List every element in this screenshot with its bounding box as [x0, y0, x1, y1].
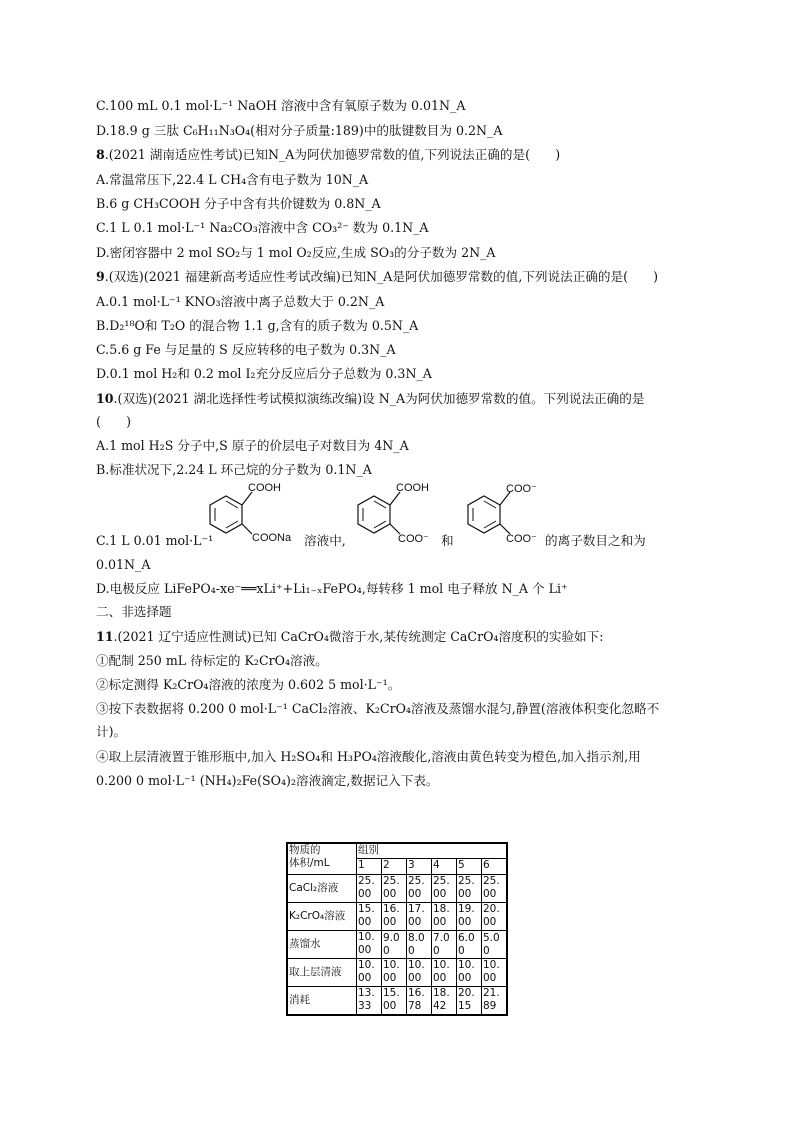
group-number: 5: [457, 859, 482, 875]
question-9-number: 9: [96, 269, 105, 284]
question-8: [96, 147, 560, 163]
step-1: ①配制 250 mL 待标定的 K₂CrO₄溶液。: [96, 653, 328, 668]
structural-formula-3: [462, 480, 546, 550]
table-cell: 16.00: [382, 903, 407, 931]
option-9a: A.0.1 mol·L⁻¹ KNO₃溶液中离子总数大于 0.2N_A: [96, 294, 385, 309]
table-cell: 21.89: [482, 987, 508, 1015]
option-7d: D.18.9 g 三肽 C₆H₁₁N₃O₄(相对分子质量:189)中的肽键数目为 0.2N_A: [96, 123, 503, 138]
table-cell: 17.00: [407, 903, 432, 931]
table-cell: 10.00: [357, 931, 382, 959]
row-label: K₂CrO₄溶液: [287, 903, 357, 931]
option-10c-suffix: 的离子数目之和为: [545, 533, 646, 548]
formula-2-bottom-group: COO⁻: [398, 533, 429, 545]
structural-formula-1: [204, 480, 304, 550]
table-corner-header: [287, 843, 357, 875]
formula-3-top-group: COO⁻: [506, 483, 537, 495]
group-number: 4: [432, 859, 457, 875]
table-row: [287, 959, 507, 987]
question-9: [96, 269, 658, 285]
formula-1-bottom-group: COONa: [252, 532, 292, 544]
table-cell: 25.00: [482, 875, 508, 903]
row-label: 蒸馏水: [287, 931, 357, 959]
step-3-continuation: 计)。: [96, 724, 127, 739]
option-9b: B.D₂¹⁸O和 T₂O 的混合物 1.1 g,含有的质子数为 0.5N_A: [96, 318, 419, 333]
table-cell: 10.00: [407, 959, 432, 987]
option-10c-mid2: 和: [441, 533, 454, 548]
group-number: 6: [482, 859, 508, 875]
question-10-text: .(双选)(2021 湖北选择性考试模拟演练改编)设 N_A为阿伏加德罗常数的值。下列说法正确的是: [113, 391, 645, 406]
question-11-number: 11: [96, 629, 114, 644]
table-cell: 10.00: [482, 959, 508, 987]
question-10-answer-paren: ( ): [96, 414, 132, 429]
option-9d: D.0.1 mol H₂和 0.2 mol I₂充分反应后分子总数为 0.3N_A: [96, 366, 432, 381]
table-corner-line-1: 物质的: [289, 844, 321, 856]
question-10-number: 10: [96, 391, 114, 406]
table-cell: 8.00: [407, 931, 432, 959]
table-cell: 25.00: [407, 875, 432, 903]
step-2: ②标定测得 K₂CrO₄溶液的浓度为 0.602 5 mol·L⁻¹。: [96, 677, 401, 692]
table-cell: 7.00: [432, 931, 457, 959]
row-label: 消耗: [287, 987, 357, 1015]
formula-1-top-group: COOH: [248, 482, 281, 494]
question-11: [96, 629, 603, 645]
table-cell: 10.00: [432, 959, 457, 987]
table-cell: 10.00: [457, 959, 482, 987]
table-cell: 18.42: [432, 987, 457, 1015]
table-cell: 9.00: [382, 931, 407, 959]
structural-formula-2: [352, 480, 442, 550]
option-8b: B.6 g CH₃COOH 分子中含有共价键数为 0.8N_A: [96, 196, 381, 211]
table-cell: 16.78: [407, 987, 432, 1015]
table-cell: 25.00: [457, 875, 482, 903]
table-cell: 6.00: [457, 931, 482, 959]
option-8d: D.密闭容器中 2 mol SO₂与 1 mol O₂反应,生成 SO₃的分子数为 2N_A: [96, 245, 496, 260]
option-10c-continuation: 0.01N_A: [96, 557, 151, 572]
table-cell: 19.00: [457, 903, 482, 931]
formula-3-bottom-group: COO⁻: [506, 533, 537, 545]
table-cell: 5.00: [482, 931, 508, 959]
table-cell: 15.00: [382, 987, 407, 1015]
question-8-text: .(2021 湖南适应性考试)已知N_A为阿伏加德罗常数的值,下列说法正确的是( ): [104, 147, 561, 162]
group-number: 3: [407, 859, 432, 875]
option-8a: A.常温常压下,22.4 L CH₄含有电子数为 10N_A: [96, 172, 369, 187]
group-number: 1: [357, 859, 382, 875]
data-table: [286, 842, 508, 1016]
step-4-continuation: 0.200 0 mol·L⁻¹ (NH₄)₂Fe(SO₄)₂溶液滴定,数据记入下表。: [96, 773, 439, 788]
question-11-text: .(2021 辽宁适应性测试)已知 CaCrO₄微溶于水,某传统测定 CaCrO₄溶度积的实验如下:: [113, 629, 604, 644]
table-header-row: [287, 843, 507, 859]
table-row: [287, 903, 507, 931]
table-cell: 10.00: [382, 959, 407, 987]
table-cell: 25.00: [357, 875, 382, 903]
table-cell: 13.33: [357, 987, 382, 1015]
table-group-label: 组别: [357, 843, 508, 859]
step-4: ④取上层清液置于锥形瓶中,加入 H₂SO₄和 H₃PO₄溶液酸化,溶液由黄色转变为橙色,加入指示剂,用: [96, 749, 641, 764]
row-label: 取上层清液: [287, 959, 357, 987]
table-row: [287, 931, 507, 959]
table-row: [287, 875, 507, 903]
table-cell: 20.00: [482, 903, 508, 931]
formula-2-top-group: COOH: [396, 482, 429, 494]
option-10b: B.标准状况下,2.24 L 环己烷的分子数为 0.1N_A: [96, 462, 372, 477]
section-heading: 二、非选择题: [96, 604, 172, 619]
question-9-text: .(双选)(2021 福建新高考适应性考试改编)已知N_A是阿伏加德罗常数的值,下列说法正确的是( ): [104, 269, 659, 284]
table-cell: 15.00: [357, 903, 382, 931]
table-row: [287, 987, 507, 1015]
option-7c: C.100 mL 0.1 mol·L⁻¹ NaOH 溶液中含有氧原子数为 0.01N_A: [96, 98, 466, 113]
table-cell: 25.00: [432, 875, 457, 903]
option-10d: D.电极反应 LiFePO₄-xe⁻══xLi⁺+Li₁₋ₓFePO₄,每转移 1 mol 电子释放 N_A 个 Li⁺: [96, 581, 568, 596]
row-label: CaCl₂溶液: [287, 875, 357, 903]
table-corner-line-2: 体积/mL: [289, 857, 330, 869]
option-10c-mid1: 溶液中,: [304, 533, 346, 548]
group-number: 2: [382, 859, 407, 875]
question-10: [96, 391, 644, 407]
option-10c-prefix: C.1 L 0.01 mol·L⁻¹: [96, 533, 214, 548]
table-cell: 18.00: [432, 903, 457, 931]
table-cell: 20.15: [457, 987, 482, 1015]
option-8c: C.1 L 0.1 mol·L⁻¹ Na₂CO₃溶液中含 CO₃²⁻ 数为 0.1N_A: [96, 220, 429, 235]
option-9c: C.5.6 g Fe 与足量的 S 反应转移的电子数为 0.3N_A: [96, 342, 396, 357]
table-cell: 25.00: [382, 875, 407, 903]
step-3: ③按下表数据将 0.200 0 mol·L⁻¹ CaCl₂溶液、K₂CrO₄溶液及蒸馏水混匀,静置(溶液体积变化忽略不: [96, 701, 660, 716]
question-8-number: 8: [96, 147, 105, 162]
table-cell: 10.00: [357, 959, 382, 987]
option-10a: A.1 mol H₂S 分子中,S 原子的价层电子对数目为 4N_A: [96, 438, 409, 453]
